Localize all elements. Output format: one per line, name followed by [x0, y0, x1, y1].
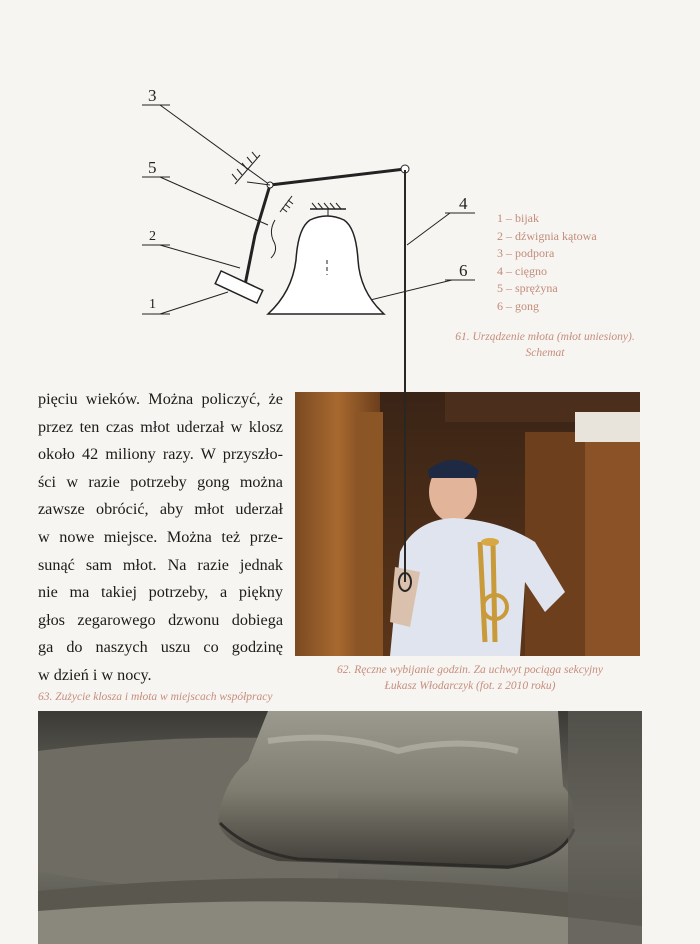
diagram-number-4: 4 [459, 194, 468, 213]
text-line: głos zegarowego dzwonu dobiega [38, 610, 283, 629]
figure-63-photo [38, 711, 642, 944]
text-line: w nowe miejsce. Można też prze- [38, 527, 283, 546]
text-line: sunąć sam młot. Na razie jednak [38, 555, 283, 574]
hammer-mechanism-diagram [120, 70, 490, 340]
figure-62-photo [295, 392, 640, 656]
caption-line: Łukasz Włodarczyk (fot. z 2010 roku) [384, 680, 556, 692]
figure-63-caption: 63. Zużycie klosza i młota w miejscach współpracy [38, 691, 273, 703]
caption-line: Schemat [525, 347, 565, 359]
body-paragraph [38, 386, 283, 690]
legend-item: 4 – cięgno [497, 263, 547, 278]
diagram-number-5: 5 [148, 158, 157, 177]
figure-61-caption [430, 329, 660, 361]
text-line: pięciu wieków. Można policzyć, że [38, 390, 283, 408]
text-line: ści w razie potrzeby gong można [38, 472, 283, 491]
diagram-legend [497, 210, 597, 316]
pull-rope-line [404, 170, 406, 400]
legend-item: 6 – gong [497, 298, 539, 313]
diagram-number-2: 2 [149, 229, 156, 244]
text-line: około 42 miliony razy. W przyszło- [38, 445, 283, 464]
text-line: nie ma takiej potrzeby, a piękny [38, 583, 283, 602]
diagram-svg [120, 70, 490, 340]
diagram-number-3: 3 [148, 86, 157, 105]
legend-item: 3 – podpora [497, 246, 555, 261]
legend-item: 1 – bijak [497, 211, 539, 225]
text-line: w dzień i w nocy. [38, 665, 152, 684]
bell-ringer-photo [295, 392, 640, 656]
diagram-number-6: 6 [459, 261, 468, 280]
text-line: ga do naszych uszu co godzinę [38, 638, 283, 657]
hammer-bell-wear-photo [38, 711, 642, 944]
diagram-number-1: 1 [149, 297, 156, 312]
legend-item: 2 – dźwignia kątowa [497, 228, 597, 243]
legend-item: 5 – sprężyna [497, 281, 558, 296]
caption-line: 62. Ręczne wybijanie godzin. Za uchwyt pociąga sekcyjny [336, 664, 604, 676]
text-line: zawsze obrócić, aby młot uderzał [38, 500, 283, 519]
text-line: przez ten czas młot uderzał w klosz [38, 417, 283, 436]
caption-line: 61. Urządzenie młota (młot uniesiony). [455, 331, 635, 343]
figure-62-caption [300, 662, 640, 694]
